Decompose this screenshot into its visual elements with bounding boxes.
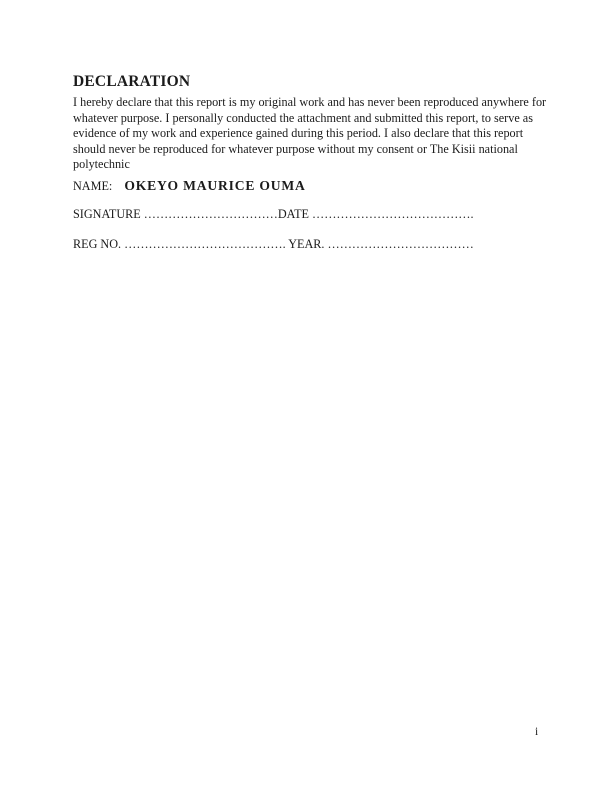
page-number: i (535, 726, 539, 738)
name-value: OKEYO MAURICE OUMA (124, 178, 306, 193)
declaration-paragraph (73, 95, 547, 173)
name-line (73, 178, 306, 194)
signature-label: SIGNATURE (73, 207, 144, 221)
year-dotted-blank: ……………………………… (327, 237, 474, 251)
signature-line (73, 207, 474, 222)
reg-no-dotted-blank: …………………………………. (124, 237, 289, 251)
paragraph-line: should never be reproduced for whatever purpose without my consent or The Kisii national (73, 141, 518, 156)
paragraph-line: evidence of my work and experience gained during this period. I also declare that this report (73, 126, 524, 140)
paragraph-line: polytechnic (73, 157, 130, 171)
signature-dotted-blank: …………………………… (143, 207, 278, 221)
declaration-heading: DECLARATION (73, 73, 191, 90)
paragraph-line: whatever purpose. I personally conducted the attachment and submitted this report, to serve as (73, 110, 533, 125)
reg-no-label: REG NO. (73, 237, 125, 251)
name-label: NAME: (73, 179, 116, 193)
date-label: DATE (277, 207, 313, 221)
reg-no-line (73, 237, 474, 252)
paragraph-line: I hereby declare that this report is my original work and has never been reproduced anywhere for (73, 95, 547, 109)
date-dotted-blank: …………………………………. (312, 207, 474, 221)
year-label: YEAR. (288, 237, 328, 251)
